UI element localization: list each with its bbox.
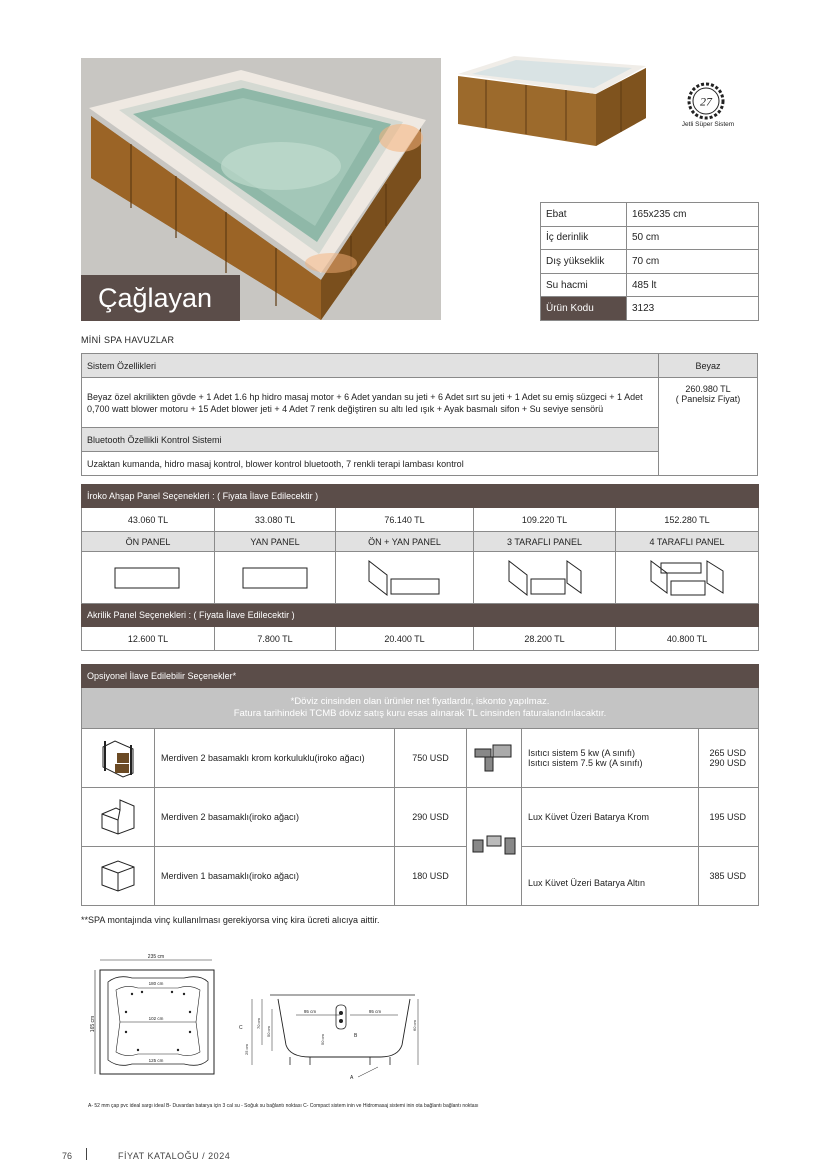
panel-label: 3 TARAFLI PANEL (474, 532, 616, 552)
svg-text:50 cm: 50 cm (266, 1026, 271, 1037)
ladder-one-step-icon (82, 847, 155, 906)
optional-row: Merdiven 2 basamaklı(iroko ağacı) 290 USD Lux Küvet Üzeri Batarya Krom 195 USD (82, 788, 759, 847)
section-drawing (230, 985, 425, 1080)
jet-system-label: Jetli Süper Sistem (681, 121, 735, 128)
panel-label: 4 TARAFLI PANEL (616, 532, 759, 552)
svg-text:125 cm: 125 cm (148, 1058, 164, 1063)
footer-divider (86, 1148, 87, 1160)
side-panel-icon (215, 552, 336, 604)
svg-text:95 cm: 95 cm (368, 1009, 382, 1014)
system-price-note: ( Panelsiz Fiyat) (675, 394, 741, 404)
acrylic-price: 12.600 TL (82, 627, 215, 651)
svg-text:27: 27 (700, 94, 712, 109)
product-title: Çağlayan (81, 275, 240, 321)
currency-note: *Döviz cinsinden olan ürünler net fiyatlardır, iskonto yapılmaz. Fatura tarihindeki TCMB döviz satış kuru esas alınarak TL cinsinden faturalandırılacaktır. (82, 688, 759, 729)
heater-icon (467, 729, 522, 788)
acrylic-price: 20.400 TL (336, 627, 474, 651)
spec-row: Su hacmi 485 lt (541, 273, 759, 297)
iroko-price: 109.220 TL (474, 508, 616, 532)
optional-row: Merdiven 2 basamaklı krom korkuluklu(iroko ağacı) 750 USD Isıtıcı sistem 5 kw (A sınıfı) Isıtıcı sistem 7.5 kw (A sınıfı) 265 USD 290 USD (82, 729, 759, 788)
optional-row: Merdiven 1 basamaklı(iroko ağacı) 180 USD Lux Küvet Üzeri Batarya Altın 385 USD (82, 847, 759, 906)
svg-text:25 cm: 25 cm (244, 1044, 249, 1055)
system-table (81, 353, 758, 476)
iroko-price: 43.060 TL (82, 508, 215, 532)
acrylic-price: 40.800 TL (616, 627, 759, 651)
jet-system-icon (686, 81, 726, 121)
system-price-cell (659, 378, 758, 476)
category-label: MİNİ SPA HAVUZLAR (81, 335, 175, 345)
panel-options-table (81, 484, 759, 651)
color-header: Beyaz (659, 354, 758, 378)
front-side-panel-icon (336, 552, 474, 604)
svg-text:C: C (239, 1025, 243, 1031)
acrylic-price: 7.800 TL (215, 627, 336, 651)
spec-row: Dış yükseklik 70 cm (541, 250, 759, 274)
page-number: 76 (62, 1151, 73, 1161)
panel-label: ÖN PANEL (82, 532, 215, 552)
drawing-legend: A- 52 mm çap pvc ideal sargı ideal B- Duvardan batarya için 3 cal su - Soğuk su bağlantı noktası C- Compact sistem inin ve Hidromasaj sistemi inin ota bağlantı bağlantı noktası (88, 1103, 479, 1109)
plan-drawing (92, 952, 220, 1077)
svg-text:180 cm: 180 cm (148, 981, 164, 986)
svg-text:95 cm: 95 cm (303, 1009, 317, 1014)
faucet-icon (467, 788, 522, 906)
bluetooth-header: Bluetooth Özellikli Kontrol Sistemi (82, 428, 659, 452)
front-panel-icon (82, 552, 215, 604)
optional-header: Opsiyonel İlave Edilebilir Seçenekler* (82, 665, 759, 688)
ladder-two-step-icon (82, 788, 155, 847)
system-description: Beyaz özel akrilikten gövde + 1 Adet 1.6 hp hidro masaj motor + 6 Adet yandan su jeti + 6 Adet sırt su jeti + 1 Adet su emiş süzgeci + 1 Adet 0,700 watt blower motoru + 15 Adet blower jeti + 4 Adet 7 renk değiştiren su altı led ışık + Ayak basmalı sifon + Su seviye sensörü (82, 378, 659, 428)
iroko-price: 33.080 TL (215, 508, 336, 532)
panel-label: ÖN + YAN PANEL (336, 532, 474, 552)
system-header: Sistem Özellikleri (82, 354, 659, 378)
spec-row-product-code: Ürün Kodu 3123 (541, 297, 759, 321)
svg-text:235 cm: 235 cm (147, 954, 165, 960)
spec-row: Ebat 165x235 cm (541, 203, 759, 227)
svg-text:70 cm: 70 cm (256, 1018, 261, 1029)
svg-text:165 cm: 165 cm (90, 1015, 96, 1033)
spec-row: İç derinlik 50 cm (541, 226, 759, 250)
panel-label: YAN PANEL (215, 532, 336, 552)
iroko-price: 152.280 TL (616, 508, 759, 532)
optional-table (81, 664, 759, 906)
acrylic-price: 28.200 TL (474, 627, 616, 651)
four-side-panel-icon (616, 552, 759, 604)
product-thumbnail (456, 50, 648, 148)
iroko-header: İroko Ahşap Panel Seçenekleri : ( Fiyata İlave Edilecektir ) (82, 485, 759, 508)
iroko-price: 76.140 TL (336, 508, 474, 532)
acrylic-header: Akrilik Panel Seçenekleri : ( Fiyata İlave Edilecektir ) (82, 604, 759, 627)
catalog-title: FİYAT KATALOĞU / 2024 (118, 1151, 231, 1161)
svg-text:A: A (350, 1075, 354, 1081)
ladder-rail-icon (82, 729, 155, 788)
system-price: 260.980 TL (685, 384, 731, 394)
bluetooth-description: Uzaktan kumanda, hidro masaj kontrol, blower kontrol bluetooth, 7 renkli terapi lambası kontrol (82, 452, 659, 476)
svg-text:50 cm: 50 cm (320, 1034, 325, 1045)
three-side-panel-icon (474, 552, 616, 604)
svg-text:60 cm: 60 cm (412, 1020, 417, 1031)
svg-text:B: B (354, 1033, 358, 1039)
spec-table (540, 202, 759, 321)
crane-footnote: **SPA montajında vinç kullanılması gerekiyorsa vinç kira ücreti alıcıya aittir. (81, 915, 380, 925)
svg-text:102 cm: 102 cm (148, 1016, 164, 1021)
